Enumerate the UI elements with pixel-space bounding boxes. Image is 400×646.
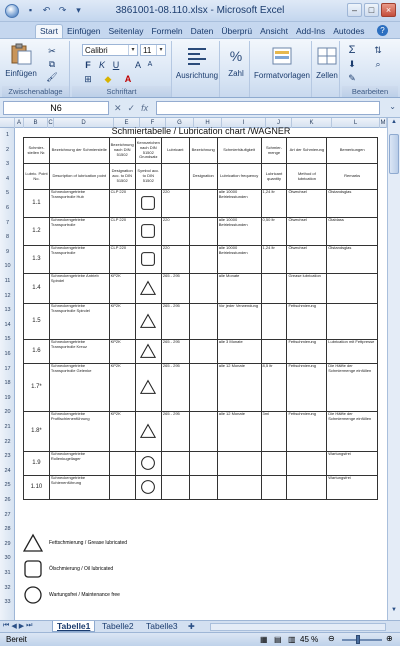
cell-remark[interactable]: Wartungsfrei [327,476,378,500]
number-button[interactable]: % Zahl [222,45,250,78]
cell-freq[interactable]: alle 12 Monate [217,364,261,412]
cell-din[interactable] [109,452,135,476]
legend-label: Ölschmierung / Oil lubricated [49,566,114,572]
header-cell[interactable]: Method of lubrication [287,164,327,190]
maximize-button[interactable]: □ [364,3,379,17]
legend-item [23,557,129,581]
row-header[interactable]: 20 [4,409,11,416]
header-cell[interactable]: Remarks [327,164,378,190]
row-header[interactable]: 30 [4,555,11,562]
triangle-symbol-icon [140,280,156,296]
table-row [24,274,378,304]
status-bar [0,632,400,646]
circle-symbol-icon [23,585,43,605]
page-break-view-icon[interactable]: ▥ [288,635,296,644]
bold-button[interactable]: F [85,60,91,70]
cell-remark[interactable] [327,274,378,304]
cell-method[interactable]: Ölwechsel [287,246,327,274]
font-name-select[interactable]: Calibri ▾ [82,44,138,56]
cell-remark[interactable]: Wartungsfrei [327,452,378,476]
cell-remark[interactable]: Ölstandsglas [327,246,378,274]
row-header[interactable]: 3 [5,161,10,168]
cell-freq[interactable]: alle 10000 Betriebsstunden [217,190,261,218]
sheet-tab-tabelle2[interactable]: Tabelle2 [102,621,134,631]
row-header[interactable]: 12 [4,292,11,299]
cell-desc[interactable]: Schneckengetriebe Antrieb Spindel [49,274,109,304]
table-row [24,412,378,452]
row-header[interactable]: 8 [5,234,10,241]
cell-shape[interactable] [135,452,161,476]
cell-method[interactable]: Ölwechsel [287,190,327,218]
cell-shape[interactable] [135,190,161,218]
zoom-slider[interactable] [342,639,382,641]
row-header[interactable]: 5 [5,190,10,197]
cell-desc[interactable]: Schneckengetriebe Profilschienenführung [49,412,109,452]
column-header[interactable]: D [54,118,114,128]
header-cell[interactable]: Bezeichnung nach DIN 51502 [109,138,135,164]
cell-qty[interactable]: 8,5 ltr [261,364,287,412]
tab-add-ins[interactable]: Add-Ins [295,26,326,36]
cell-din[interactable]: CLP 220 [109,218,135,246]
styles-group [252,41,312,97]
scroll-up-icon[interactable]: ▲ [391,119,397,125]
normal-view-icon[interactable]: ▦ [260,635,268,644]
cell-shape[interactable] [135,340,161,364]
cell-freq[interactable]: alle 3 Monate [217,340,261,364]
find-icon[interactable]: ⌕ [375,59,381,69]
cell-qty[interactable] [261,476,287,500]
styles-icon [270,45,294,67]
first-sheet-icon[interactable]: ⏮ [3,622,10,629]
align-icon [185,45,209,67]
column-header[interactable]: K [292,118,332,128]
next-sheet-icon[interactable]: ▶ [18,623,25,630]
name-box[interactable]: N6 [3,101,109,115]
cell[interactable] [189,304,217,340]
status-ready: Bereit [6,635,27,644]
expand-formula-icon[interactable]: ⌄ [389,102,396,111]
column-header[interactable]: A [15,118,24,128]
cell[interactable] [189,452,217,476]
legend [23,531,223,616]
cell-no[interactable]: 1.2 [24,218,50,246]
font-group-label: Schriftart [72,86,171,97]
cell-desc[interactable]: Schneckengetriebe Transportrolle [49,246,109,274]
cells-group [314,41,340,97]
cell-din[interactable]: KP2K [109,364,135,412]
header-cell[interactable]: Designation acc. to DIN 51502 [109,164,135,190]
row-header[interactable]: 1 [5,132,10,138]
sheet-title: Schmiertabelle / Lubrication chart /WAGNER [111,126,291,136]
square-symbol-icon [23,559,43,579]
cancel-icon[interactable]: ✕ [114,102,122,113]
cell[interactable] [189,340,217,364]
worksheet-grid[interactable] [15,128,387,620]
legend-label: Wartungsfrei / Maintenance free [49,592,120,598]
triangle-symbol-icon [140,423,156,439]
sheet-tab-tabelle1[interactable]: Tabelle1 [52,621,95,632]
shrink-font-button[interactable]: A [147,61,153,68]
cell-qty[interactable]: 1,24 ltr [261,190,287,218]
row-header[interactable]: 2 [5,146,10,153]
column-header[interactable]: F [140,118,166,128]
format-painter-icon[interactable]: 🖌 [46,72,58,82]
scrollbar-thumb[interactable] [389,134,399,174]
cell-no[interactable]: 1.3 [24,246,50,274]
row-header[interactable]: 21 [4,424,11,430]
row-header[interactable]: 24 [4,467,11,474]
row-header[interactable]: 18 [4,380,11,387]
cell-method[interactable]: Fettschmierung [287,304,327,340]
cell-remark[interactable]: Die Hälfte der Schmiermenge einfüllen [327,364,378,412]
tab-ansicht[interactable]: Ansicht [260,26,288,36]
cell-din[interactable]: KP2K [109,274,135,304]
alignment-group [174,41,220,97]
grow-font-button[interactable]: A [134,60,141,70]
table-row [24,190,378,218]
scroll-down-icon[interactable]: ▼ [391,607,397,613]
table-row [24,218,378,246]
header-cell[interactable]: Lubrication frequency [217,164,261,190]
cell-din[interactable]: CLP 220 [109,190,135,218]
cut-icon[interactable]: ✂ [48,46,56,56]
minimize-button[interactable]: – [347,3,362,17]
row-header[interactable]: 22 [4,438,11,445]
cell-qty[interactable] [261,304,287,340]
header-cell[interactable]: Bezeichnung der Schmierstelle [49,138,109,164]
zoom-level[interactable]: 45 % [300,635,319,644]
tab-autodesk[interactable]: Autodes [333,26,365,36]
cell-desc[interactable]: Schneckengetriebe Rollenkugellager [49,452,109,476]
tab-daten[interactable]: Daten [190,26,214,36]
tab-seitenlayout[interactable]: Seitenlay [108,26,144,36]
circle-symbol-icon [140,479,156,495]
insert-sheet-icon[interactable]: ✚ [188,622,195,631]
header-cell[interactable]: Bemerkungen [327,138,378,164]
row-header[interactable]: 23 [4,453,11,460]
formula-input[interactable] [156,101,380,115]
redo-icon[interactable]: ↷ [58,5,67,15]
cell-remark[interactable]: Ölablass [327,218,378,246]
header-cell[interactable]: Symbol acc. to DIN 51502 [135,164,161,190]
close-button[interactable]: × [381,3,396,17]
cell-din[interactable] [109,476,135,500]
cell-freq[interactable]: alle 10000 Betriebsstunden [217,218,261,246]
cell-freq[interactable] [217,476,261,500]
row-headers [0,128,15,620]
column-header[interactable]: J [266,118,292,128]
cell[interactable] [189,364,217,412]
cell-desc[interactable]: Schneckengetriebe Transportrolle Hub [49,190,109,218]
cell-shape[interactable] [135,274,161,304]
number-group [222,41,250,97]
cell-shape[interactable] [135,304,161,340]
borders-icon[interactable]: ⊞ [84,74,92,84]
cell-din[interactable]: KP2K [109,412,135,452]
last-sheet-icon[interactable]: ⏭ [26,622,33,629]
tab-formeln[interactable]: Formeln [151,26,183,36]
row-header[interactable]: 31 [4,570,11,576]
cell-desc[interactable]: Schneckengetriebe Transportrolle Gelenke [49,364,109,412]
cell-no[interactable]: 1.5 [24,304,50,340]
alignment-button[interactable]: Ausrichtung [174,45,220,80]
editing-group-label: Bearbeiten [342,86,398,97]
cell-qty[interactable] [261,452,287,476]
header-cell[interactable]: Lubricant quantity [261,164,287,190]
editing-group [342,41,398,97]
sort-filter-icon[interactable]: ⇅ [374,45,382,55]
table-row [24,452,378,476]
italic-button[interactable]: K [98,60,105,70]
header-cell[interactable]: Art der Schmierung [287,138,327,164]
clear-icon[interactable]: ✎ [348,73,356,83]
row-header[interactable]: 14 [4,321,11,328]
cell-method[interactable]: Fettschmierung [287,340,327,364]
column-header[interactable]: G [166,118,194,128]
column-header[interactable]: E [114,118,140,128]
cell-qty[interactable]: 3ml [261,412,287,452]
cell[interactable] [189,218,217,246]
cell-viscosity[interactable]: 265 - 295 [161,412,189,452]
column-header[interactable]: B [24,118,48,128]
header-cell[interactable]: Schmierhäufigkeit [217,138,261,164]
cells-button[interactable]: Zellen [314,45,340,80]
table-row [24,340,378,364]
cell-viscosity[interactable]: 220 [161,218,189,246]
row-header[interactable]: 27 [4,511,11,518]
percent-icon: % [229,48,243,64]
header-cell[interactable]: Description of lubrication point [49,164,109,190]
horizontal-scrollbar[interactable] [210,623,386,631]
copy-icon[interactable]: ⧉ [48,59,56,69]
vertical-scrollbar[interactable] [387,118,400,620]
row-header[interactable]: 6 [5,205,10,211]
formula-bar [0,98,400,118]
qat-dropdown-icon[interactable]: ▾ [76,5,81,15]
header-cell[interactable]: Designation [189,164,217,190]
row-header[interactable]: 9 [5,248,10,255]
column-header[interactable]: M [380,120,386,126]
cell[interactable] [189,274,217,304]
cell-remark[interactable]: Ölstandsglas [327,190,378,218]
cell-remark[interactable]: Lubrication mit Fettpresse [327,340,378,364]
cell-remark[interactable] [327,304,378,340]
help-icon[interactable]: ? [377,25,388,36]
triangle-symbol-icon [23,533,43,553]
cell-method[interactable]: Fettschmierung [287,364,327,412]
header-cell[interactable] [161,164,189,190]
row-header[interactable]: 17 [4,365,11,372]
cell-qty[interactable] [261,340,287,364]
cell-freq[interactable]: Vor jeder Verwendung [217,304,261,340]
cell-method[interactable] [287,452,327,476]
cell-desc[interactable]: Schneckengetriebe Transportrolle Spindel [49,304,109,340]
cell-method[interactable]: Fettschmierung [287,412,327,452]
cell-qty[interactable]: 1,24 ltr [261,246,287,274]
cell-shape[interactable] [135,218,161,246]
cell-viscosity[interactable]: 265 - 295 [161,274,189,304]
row-header[interactable]: 28 [4,526,11,533]
cell[interactable] [189,412,217,452]
header-cell[interactable]: Schmier-stellen Nr. [24,138,50,164]
cell-no[interactable]: 1.8* [24,412,50,452]
row-header[interactable]: 33 [4,599,11,606]
cell-freq[interactable]: alle Monate [217,274,261,304]
cells-icon [315,45,339,67]
cell-desc[interactable]: Schneckengetriebe Transportrolle [49,218,109,246]
cell-viscosity[interactable]: 265 - 295 [161,340,189,364]
lubrication-table [23,137,378,500]
paste-button[interactable]: Einfügen [4,43,38,78]
cell-din[interactable]: KP2K [109,340,135,364]
ribbon-tabs [0,22,400,38]
cell[interactable] [189,246,217,274]
cell-remark[interactable]: Die Hälfte der Schmiermenge einfüllen [327,412,378,452]
row-header[interactable]: 10 [4,263,11,270]
title-bar [0,0,400,22]
prev-sheet-icon[interactable]: ◀ [11,623,17,630]
cell-freq[interactable] [217,452,261,476]
ribbon [0,38,400,98]
fill-color-icon[interactable]: ◆ [104,74,112,84]
cell-viscosity[interactable]: 220 [161,246,189,274]
triangle-symbol-icon [140,343,156,359]
row-header[interactable]: 13 [4,307,11,314]
zoom-out-icon[interactable]: ⊖ [328,634,335,643]
sheet-tab-tabelle3[interactable]: Tabelle3 [146,621,178,631]
font-size-select[interactable]: 11 ▾ [140,44,166,56]
legend-label: Fettschmierung / Grease lubricated [49,540,128,546]
header-cell[interactable]: Schmier-menge [261,138,287,164]
cell-no[interactable]: 1.4 [24,274,50,304]
triangle-symbol-icon [140,379,156,395]
cell-freq[interactable]: alle 10000 Betriebsstunden [217,246,261,274]
cell-din[interactable]: CLP 220 [109,246,135,274]
cell-method[interactable]: Ölwechsel [287,218,327,246]
row-header[interactable]: 11 [4,278,11,284]
cell-qty[interactable] [261,274,287,304]
tab-ueberpruefen[interactable]: Überprü [221,26,253,36]
cell-shape[interactable] [135,246,161,274]
square-symbol-icon [140,251,156,267]
square-symbol-icon [140,195,156,211]
row-header[interactable]: 25 [4,482,11,489]
cell-shape[interactable] [135,412,161,452]
column-header[interactable]: H [194,118,222,128]
tab-start[interactable]: Start [35,24,63,38]
cell-din[interactable]: KP2K [109,304,135,340]
row-header[interactable]: 19 [4,394,11,401]
table-row [24,476,378,500]
cell-no[interactable]: 1.9 [24,452,50,476]
font-group [72,41,172,97]
cell-freq[interactable]: alle 12 Monate [217,412,261,452]
cell-viscosity[interactable]: 265 - 295 [161,304,189,340]
font-color-icon[interactable]: A [124,74,132,84]
legend-item [23,583,129,607]
undo-icon[interactable]: ↶ [42,5,51,15]
cell-viscosity[interactable] [161,452,189,476]
header-cell[interactable]: Lubricant [161,138,189,164]
styles-button[interactable]: Formatvorlagen [252,45,312,80]
cell-shape[interactable] [135,364,161,412]
enter-icon[interactable]: ✓ [127,102,136,113]
cell-shape[interactable] [135,476,161,500]
cell-viscosity[interactable]: 265 - 295 [161,364,189,412]
underline-button[interactable]: U [112,60,120,70]
cell-viscosity[interactable]: 220 [161,190,189,218]
row-header[interactable]: 7 [5,219,10,226]
cell-no[interactable]: 1.6 [24,340,50,364]
row-header[interactable]: 4 [5,175,10,182]
clipboard-icon [9,43,33,65]
autosum-icon[interactable]: Σ [348,44,356,56]
cell-no[interactable]: 1.10 [24,476,50,500]
legend-item [23,531,129,555]
cell-method[interactable] [287,476,327,500]
column-header[interactable]: I [222,118,266,128]
circle-symbol-icon [140,455,156,471]
row-header[interactable]: 15 [4,336,11,343]
cell-qty[interactable]: 0,50 ltr [261,218,287,246]
cell-no[interactable]: 1.1 [24,190,50,218]
zoom-in-icon[interactable]: ⊕ [386,634,393,643]
tab-einfuegen[interactable]: Einfügen [66,26,101,36]
page-layout-view-icon[interactable]: ▤ [274,635,282,644]
square-symbol-icon [140,223,156,239]
row-header[interactable]: 16 [4,351,11,357]
select-all[interactable] [0,118,15,128]
column-header[interactable]: C [48,120,53,126]
table-row [24,246,378,274]
window-title: 3861001-08.110.xlsx - Microsoft Excel [115,5,285,16]
table-row [24,364,378,412]
cell-method[interactable]: Grease lubrication [287,274,327,304]
column-header[interactable]: L [332,118,380,128]
row-header[interactable]: 29 [4,540,11,547]
cell-viscosity[interactable] [161,476,189,500]
table-row [24,304,378,340]
triangle-symbol-icon [140,313,156,329]
cell-desc[interactable]: Schneckengetriebe Schienenführung [49,476,109,500]
cell[interactable] [189,476,217,500]
row-header[interactable]: 32 [4,584,11,591]
header-cell[interactable]: Bezeichnung [189,138,217,164]
cell-no[interactable]: 1.7* [24,364,50,412]
sheet-tab-bar [0,620,400,632]
clipboard-group [2,41,70,97]
cell-desc[interactable]: Schneckengetriebe Transportrolle Kreuz [49,340,109,364]
fill-icon[interactable]: ⬇ [348,59,356,69]
save-icon[interactable]: ▪ [28,5,33,15]
header-cell[interactable]: Kennzeichen nach DIN 51502 Grundsatz [135,138,161,164]
clipboard-group-label: Zwischenablage [2,86,69,97]
row-header[interactable]: 26 [4,497,11,503]
header-cell[interactable]: Lubric. Point No. [24,164,50,190]
cell[interactable] [189,190,217,218]
insert-function-icon[interactable]: fx [141,103,149,113]
